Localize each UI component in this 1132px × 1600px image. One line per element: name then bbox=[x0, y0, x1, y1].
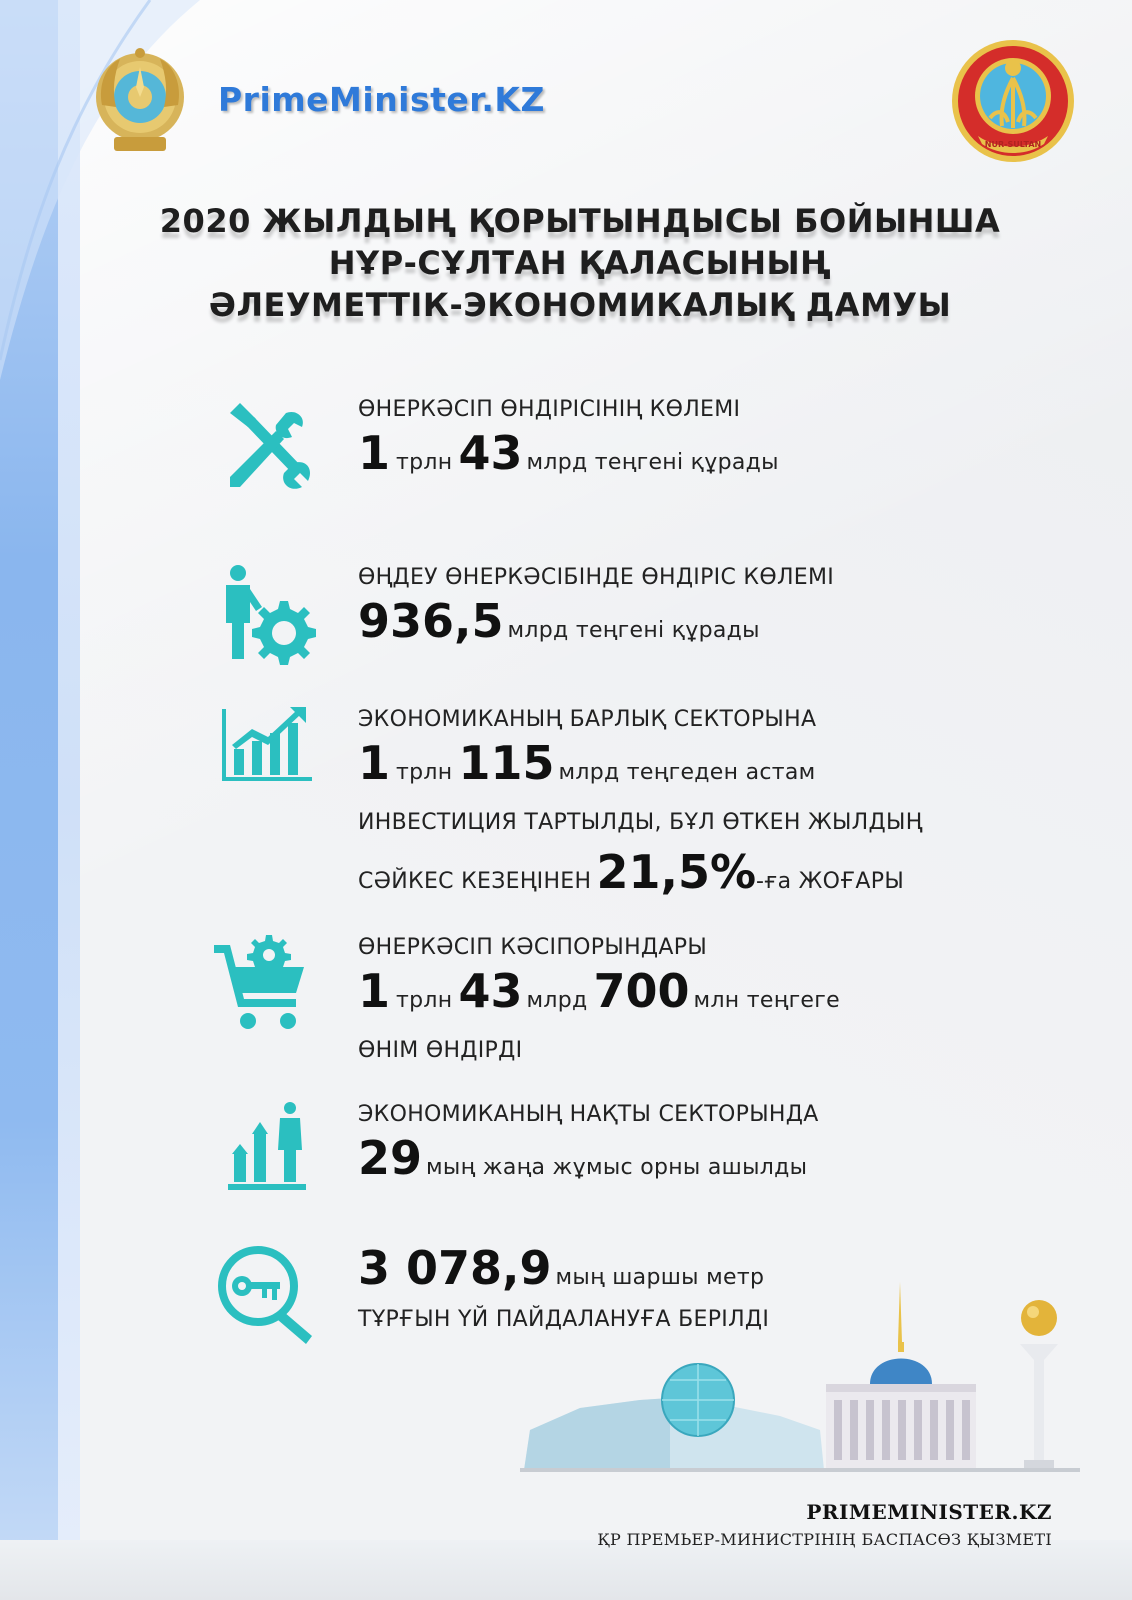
stat-text bbox=[358, 563, 1078, 660]
stat-continuation: ТҰРҒЫН ҮЙ ПАЙДАЛАНУҒА БЕРІЛДІ bbox=[358, 1307, 770, 1332]
stat-label: ЭКОНОМИКАНЫҢ НАҚТЫ СЕКТОРЫНДА bbox=[358, 1102, 819, 1127]
stat-number: 1 bbox=[358, 736, 391, 790]
stat-number: 115 bbox=[458, 736, 555, 790]
stat-continuation: СӘЙКЕС КЕЗЕҢІНЕН bbox=[358, 869, 592, 894]
businessman-gear-icon bbox=[210, 563, 320, 673]
stat-continuation: ӨНІМ ӨНДІРДІ bbox=[358, 1038, 523, 1063]
stat-unit: трлн bbox=[396, 988, 453, 1013]
growth-chart-icon bbox=[210, 705, 320, 815]
stat-unit: трлн bbox=[396, 760, 453, 785]
stat-number: 3 078,9 bbox=[358, 1241, 552, 1295]
stat-continuation: -ға ЖОҒАРЫ bbox=[756, 869, 905, 894]
stat-value-row bbox=[358, 963, 1078, 1030]
stat-number: 1 bbox=[358, 426, 391, 480]
stat-label: ӨҢДЕУ ӨНЕРКӘСІБІНДЕ ӨНДІРІС КӨЛЕМІ bbox=[358, 565, 835, 590]
page-title bbox=[100, 200, 1060, 326]
site-logo: PrimeMinister.KZ bbox=[218, 80, 545, 119]
stat-value-row bbox=[358, 735, 1078, 802]
nur-sultan-emblem-icon bbox=[950, 38, 1076, 164]
svg-text:NUR-SULTAN: NUR-SULTAN bbox=[984, 140, 1042, 149]
stat-unit: млн теңгеге bbox=[693, 988, 840, 1013]
stat-unit: мың жаңа жұмыс орны ашылды bbox=[426, 1155, 808, 1180]
stat-number: 1 bbox=[358, 964, 391, 1018]
stat-percent: 21,5% bbox=[596, 845, 757, 899]
stat-unit: млрд теңгені құрады bbox=[526, 450, 779, 475]
stat-value-row bbox=[358, 425, 1078, 492]
astana-landmarks-illustration bbox=[520, 1280, 1080, 1480]
stat-value-row bbox=[358, 593, 1078, 660]
stat-number: 29 bbox=[358, 1131, 423, 1185]
title-line: 2020 ЖЫЛДЫҢ ҚОРЫТЫНДЫСЫ БОЙЫНША bbox=[159, 202, 1001, 240]
stat-unit: трлн bbox=[396, 450, 453, 475]
stat-number: 43 bbox=[458, 964, 523, 1018]
stat-unit: млрд теңгені құрады bbox=[507, 618, 760, 643]
stat-text bbox=[358, 933, 1078, 1072]
stat-unit: млрд bbox=[526, 988, 588, 1013]
stat-value-row bbox=[358, 844, 1078, 911]
stat-label: ЭКОНОМИКАНЫҢ БАРЛЫҚ СЕКТОРЫНА bbox=[358, 707, 817, 732]
stat-unit: мың шаршы метр bbox=[555, 1265, 765, 1290]
stat-label: ӨНЕРКӘСІП ӨНДІРІСІНІҢ КӨЛЕМІ bbox=[358, 397, 741, 422]
kazakhstan-emblem-icon bbox=[92, 45, 188, 157]
footer-site: PRIMEMINISTER.KZ bbox=[806, 1500, 1052, 1524]
title-line: НҰР-СҰЛТАН ҚАЛАСЫНЫҢ bbox=[328, 244, 832, 282]
stat-unit: млрд теңгеден астам bbox=[558, 760, 816, 785]
bottom-band bbox=[0, 1540, 1132, 1600]
stat-text bbox=[358, 1100, 1078, 1197]
stat-number: 700 bbox=[593, 964, 690, 1018]
stat-text bbox=[358, 705, 1078, 911]
stat-text bbox=[358, 395, 1078, 492]
stat-continuation: ИНВЕСТИЦИЯ ТАРТЫЛДЫ, БҰЛ ӨТКЕН ЖЫЛДЫҢ bbox=[358, 810, 923, 835]
title-line: ӘЛЕУМЕТТІК-ЭКОНОМИКАЛЫҚ ДАМУЫ bbox=[208, 286, 952, 324]
wrench-screwdriver-icon bbox=[210, 395, 320, 505]
stat-number: 936,5 bbox=[358, 594, 504, 648]
stat-label: ӨНЕРКӘСІП КӘСІПОРЫНДАРЫ bbox=[358, 935, 708, 960]
stat-number: 43 bbox=[458, 426, 523, 480]
stat-value-row bbox=[358, 1130, 1078, 1197]
jobs-growth-icon bbox=[210, 1100, 320, 1210]
key-magnifier-icon bbox=[210, 1240, 320, 1350]
footer-service: ҚР ПРЕМЬЕР-МИНИСТРІНІҢ БАСПАСӨЗ ҚЫЗМЕТІ bbox=[597, 1530, 1052, 1549]
cart-gear-icon bbox=[210, 933, 320, 1043]
